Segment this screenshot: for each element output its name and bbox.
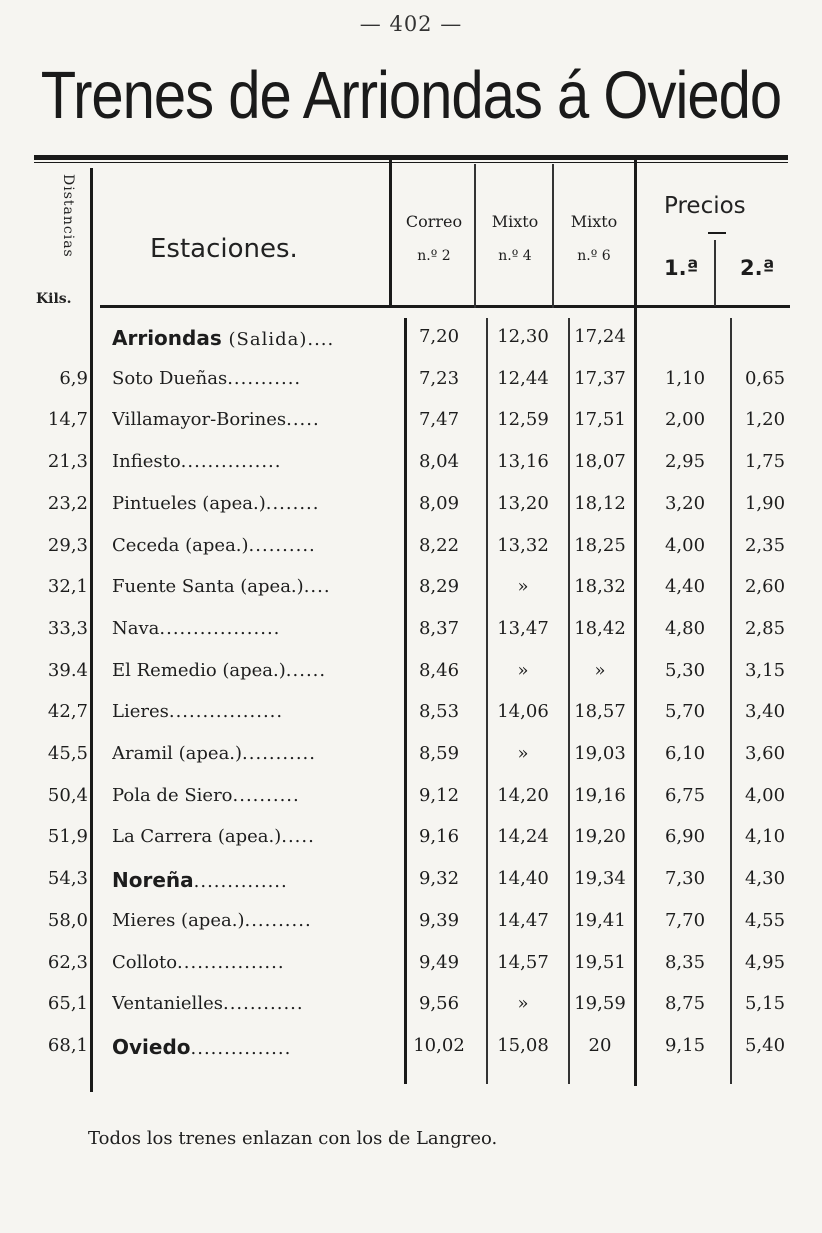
station-name: Villamayor-Borines (112, 409, 287, 431)
correo-2-time: 7,23 (418, 367, 460, 389)
mixto-4-time: 14,40 (497, 868, 549, 890)
mixto-6-time: 17,24 (574, 326, 626, 347)
distance-cell: 32,1 (47, 576, 88, 598)
station-cell (112, 451, 390, 472)
table-row (0, 576, 822, 618)
correo-2-time: 7,47 (418, 409, 460, 431)
station-cell (112, 535, 390, 556)
price-1st-class: 6,10 (664, 743, 706, 764)
price-1st-class: 7,30 (664, 868, 706, 890)
mixto-4-time: 14,24 (497, 826, 549, 848)
correo-2-time: 10,02 (413, 1034, 465, 1056)
station-name: Pintueles (apea.) (112, 492, 266, 514)
price-2nd-class: 5,15 (744, 993, 786, 1015)
precios-rule (708, 232, 726, 234)
station-cell (112, 993, 390, 1014)
train-6-number: n.º 6 (577, 248, 611, 264)
station-leader: ................ (177, 951, 285, 973)
price-1st-class: 7,70 (664, 909, 706, 931)
price-1st-class: 2,00 (664, 409, 706, 431)
price-2nd-class: 4,55 (744, 909, 786, 931)
distance-cell: 58,0 (47, 909, 88, 931)
precios-header: Precios (664, 193, 746, 219)
station-name: Colloto (112, 951, 178, 973)
mixto-6-time: 18,12 (574, 492, 626, 514)
column-divider (552, 164, 554, 308)
table-row (0, 451, 822, 493)
mixto-4-time: 14,57 (497, 951, 549, 973)
price-1st-class: 5,30 (664, 659, 706, 681)
price-2nd-class: 1,90 (744, 492, 786, 514)
station-cell (112, 660, 390, 681)
price-2nd-class: 1,75 (744, 451, 786, 473)
station-name: Noreña (112, 868, 194, 893)
mixto-6-time: 18,32 (574, 576, 626, 598)
table-row (0, 701, 822, 743)
price-2nd-class: 4,00 (744, 784, 786, 806)
distance-cell: 50,4 (47, 784, 88, 806)
station-name: Ventanielles (112, 993, 223, 1015)
price-1st-class: 3,20 (664, 492, 706, 514)
table-top-rule (34, 155, 788, 160)
correo-2-time: 8,29 (418, 576, 460, 598)
mixto-6-time: 19,03 (574, 743, 626, 764)
mixto-6-time: 18,42 (574, 617, 626, 639)
page-number: — 402 — (359, 12, 463, 36)
mixto-6-time: » (594, 659, 606, 681)
station-cell (112, 409, 390, 430)
distance-cell: 62,3 (47, 951, 88, 973)
mixto-6-time: 19,51 (574, 951, 626, 973)
station-name: Soto Dueñas (112, 367, 228, 389)
mixto-4-time: » (517, 993, 529, 1015)
mixto-6-time: 18,57 (574, 701, 626, 723)
mixto-4-time: 13,16 (497, 451, 549, 473)
station-cell (112, 618, 390, 639)
mixto-4-time: 14,06 (497, 701, 549, 723)
station-name: La Carrera (apea.) (112, 826, 282, 848)
distance-cell: 54,3 (47, 868, 88, 890)
table-row (0, 409, 822, 451)
mixto-4-time: 14,20 (497, 784, 549, 806)
table-row (0, 826, 822, 868)
mixto-4-time: 13,20 (497, 492, 549, 514)
distance-cell: 33,3 (47, 617, 88, 639)
mixto-4-time: 12,59 (497, 409, 549, 431)
station-cell (112, 1035, 390, 1059)
station-name: Infiesto (112, 451, 181, 473)
station-leader: ............... (190, 1037, 292, 1059)
station-cell (112, 326, 390, 350)
class-1-header: 1.ª (664, 256, 699, 280)
price-1st-class: 4,80 (664, 617, 706, 639)
correo-2-time: 8,22 (418, 534, 460, 556)
table-row (0, 1035, 822, 1077)
distance-cell: 65,1 (47, 993, 88, 1015)
station-cell (112, 576, 390, 597)
correo-2-time: 8,37 (418, 617, 460, 639)
train-2-number: n.º 2 (417, 248, 451, 264)
table-row (0, 618, 822, 660)
table-top-rule-thin (34, 162, 788, 163)
price-1st-class: 8,35 (664, 951, 706, 973)
kils-header: Kils. (36, 291, 72, 307)
mixto-6-time: 19,41 (574, 909, 626, 931)
station-name: Pola de Siero (112, 784, 233, 806)
mixto-4-time: » (517, 659, 529, 681)
class-2-header: 2.ª (740, 256, 775, 280)
distance-cell: 21,3 (47, 451, 88, 473)
mixto-4-time: » (517, 743, 529, 764)
page-title: Trenes de Arriondas á Oviedo (40, 58, 782, 133)
station-name: Mieres (apea.) (112, 909, 245, 931)
station-cell (112, 785, 390, 806)
station-name: Arriondas (112, 326, 222, 350)
distancias-header: Distancias (60, 174, 76, 258)
train-2-name: Correo (405, 212, 463, 231)
correo-2-time: 8,09 (418, 492, 460, 514)
price-1st-class: 5,70 (664, 701, 706, 723)
station-cell (112, 868, 390, 892)
station-leader: ........... (242, 743, 316, 764)
station-cell (112, 952, 390, 973)
price-2nd-class: 0,65 (744, 367, 786, 389)
correo-2-time: 9,39 (418, 909, 460, 931)
station-cell (112, 701, 390, 722)
price-2nd-class: 4,10 (744, 826, 786, 848)
price-2nd-class: 2,85 (744, 617, 786, 639)
station-leader: ...... (285, 659, 327, 681)
price-2nd-class: 1,20 (744, 409, 786, 431)
price-1st-class: 6,90 (664, 826, 706, 848)
station-leader: ................. (168, 701, 284, 723)
station-leader: ..... (281, 826, 315, 848)
table-row (0, 910, 822, 952)
station-leader: .................. (159, 617, 281, 639)
column-divider (714, 240, 716, 306)
column-divider (474, 164, 476, 308)
price-2nd-class: 3,60 (744, 743, 786, 764)
price-2nd-class: 2,60 (744, 576, 786, 598)
train-4-number: n.º 4 (498, 248, 532, 264)
price-1st-class: 6,75 (664, 784, 706, 806)
table-row (0, 993, 822, 1035)
correo-2-time: 8,53 (418, 701, 460, 723)
station-name: Ceceda (apea.) (112, 534, 249, 556)
mixto-4-time: » (517, 576, 529, 598)
station-leader: ........ (265, 492, 320, 514)
price-1st-class: 4,40 (664, 576, 706, 598)
table-row (0, 868, 822, 910)
station-name: Lieres (112, 701, 169, 723)
table-row (0, 785, 822, 827)
mixto-6-time: 19,16 (574, 784, 626, 806)
correo-2-time: 9,12 (418, 784, 460, 806)
mixto-6-time: 17,37 (574, 367, 626, 389)
station-name: El Remedio (apea.) (112, 659, 286, 681)
mixto-4-time: 13,47 (497, 617, 549, 639)
mixto-6-time: 18,07 (574, 451, 626, 473)
correo-2-time: 8,04 (418, 451, 460, 473)
station-cell (112, 826, 390, 847)
station-leader: .......... (244, 909, 312, 931)
price-2nd-class: 2,35 (744, 534, 786, 556)
station-leader: (Salida).... (221, 329, 335, 350)
correo-2-time: 7,20 (418, 326, 460, 347)
distance-cell: 45,5 (47, 743, 88, 764)
price-1st-class: 8,75 (664, 993, 706, 1015)
distance-cell: 42,7 (47, 701, 88, 723)
station-leader: ........... (227, 367, 302, 389)
station-name: Aramil (apea.) (112, 743, 243, 764)
distance-cell: 29,3 (47, 534, 88, 556)
mixto-4-time: 12,44 (497, 367, 549, 389)
price-1st-class: 9,15 (664, 1034, 706, 1056)
station-leader: .............. (193, 871, 288, 893)
footnote: Todos los trenes enlazan con los de Langreo. (88, 1128, 498, 1149)
station-cell (112, 910, 390, 931)
mixto-6-time: 19,34 (574, 868, 626, 890)
price-2nd-class: 5,40 (744, 1034, 786, 1056)
price-2nd-class: 3,40 (744, 701, 786, 723)
station-leader: ............... (180, 451, 282, 473)
correo-2-time: 8,46 (418, 659, 460, 681)
distance-cell: 51,9 (47, 826, 88, 848)
station-leader: .... (303, 576, 331, 598)
mixto-6-time: 17,51 (574, 409, 626, 431)
distance-cell: 23,2 (47, 492, 88, 514)
station-leader: .......... (232, 784, 300, 806)
distance-cell: 14,7 (47, 409, 88, 431)
correo-2-time: 9,56 (418, 993, 460, 1015)
correo-2-time: 9,32 (418, 868, 460, 890)
train-6-name: Mixto (570, 212, 618, 231)
price-1st-class: 2,95 (664, 451, 706, 473)
mixto-6-time: 19,20 (574, 826, 626, 848)
mixto-4-time: 14,47 (497, 909, 549, 931)
price-2nd-class: 3,15 (744, 659, 786, 681)
station-name: Oviedo (112, 1034, 191, 1059)
correo-2-time: 8,59 (418, 743, 460, 764)
mixto-4-time: 13,32 (497, 534, 549, 556)
station-leader: ............ (222, 993, 304, 1015)
station-leader: .......... (248, 534, 316, 556)
station-cell (112, 493, 390, 514)
price-1st-class: 4,00 (664, 534, 706, 556)
header-bottom-rule (100, 305, 790, 308)
price-2nd-class: 4,30 (744, 868, 786, 890)
station-cell (112, 743, 390, 764)
distance-cell: 39.4 (47, 659, 88, 681)
station-name: Fuente Santa (apea.) (112, 576, 304, 598)
price-2nd-class: 4,95 (744, 951, 786, 973)
table-row (0, 368, 822, 410)
correo-2-time: 9,49 (418, 951, 460, 973)
table-row (0, 535, 822, 577)
station-name: Nava (112, 617, 160, 639)
table-row (0, 743, 822, 785)
correo-2-time: 9,16 (418, 826, 460, 848)
table-row (0, 660, 822, 702)
table-row (0, 952, 822, 994)
estaciones-header: Estaciones. (150, 234, 298, 264)
price-1st-class: 1,10 (664, 367, 706, 389)
mixto-4-time: 15,08 (497, 1034, 549, 1056)
train-4-name: Mixto (491, 212, 539, 231)
column-divider (389, 160, 392, 308)
station-leader: ..... (286, 409, 320, 431)
mixto-4-time: 12,30 (497, 326, 549, 347)
distance-cell: 6,9 (59, 367, 88, 389)
station-cell (112, 368, 390, 389)
mixto-6-time: 19,59 (574, 993, 626, 1015)
mixto-6-time: 18,25 (574, 534, 626, 556)
distance-cell: 68,1 (47, 1034, 88, 1056)
table-row (0, 326, 822, 368)
table-row (0, 493, 822, 535)
mixto-6-time: 20 (588, 1034, 612, 1056)
